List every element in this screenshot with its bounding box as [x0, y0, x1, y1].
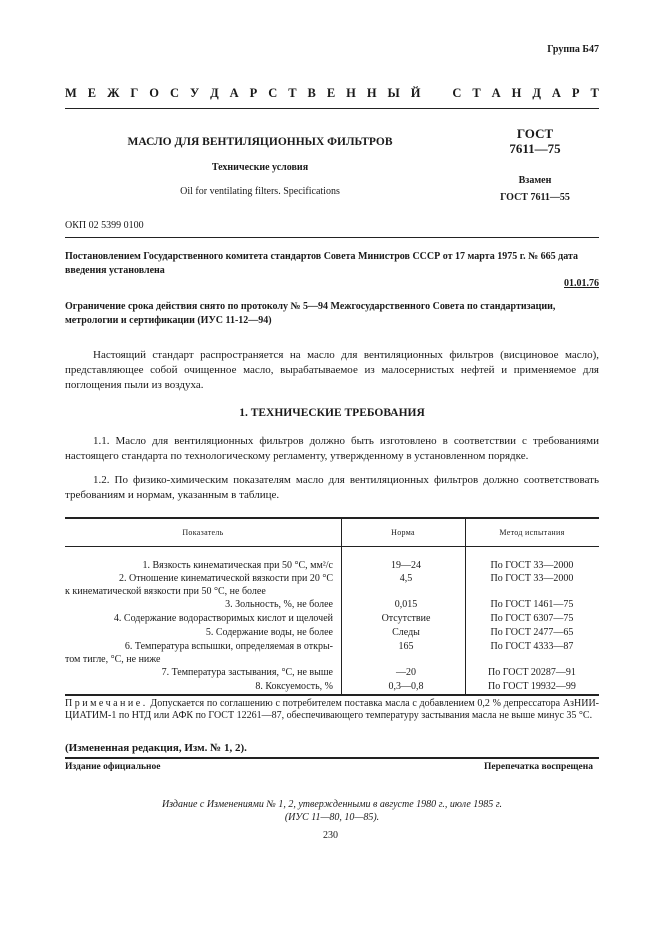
- gost-label: ГОСТ: [516, 126, 554, 141]
- banner-letter: [431, 86, 441, 101]
- group-code: Группа Б47: [547, 44, 599, 55]
- table-header-norm: Норма: [391, 527, 415, 537]
- indicator-cell: [65, 640, 333, 666]
- indicator-cell: [65, 680, 333, 693]
- page-number: 230: [323, 830, 338, 841]
- replaces-label: Взамен: [518, 175, 552, 186]
- method-cell: По ГОСТ 19932—99: [488, 681, 576, 692]
- decree-text: Постановлением Государственного комитета стандартов Совета Министров СССР от 17 марта 1975 г. № 665 дата введения установлена: [65, 251, 579, 276]
- gost-designation: [470, 126, 600, 156]
- norm-cell: Следы: [392, 627, 420, 638]
- scope-paragraph: Настоящий стандарт распространяется на масло для вентиляционных фильтров (висциновое масло), представляющее собой очищенное масло, вырабатываемое из малосернистых нефтей и применяемое для поглощения пыли из воздуха.: [65, 349, 599, 391]
- indicator-line: 8. Коксуемость, %: [255, 681, 333, 692]
- banner-letter: У: [189, 86, 200, 100]
- indicator-line: к кинематической вязкости при 50 °С, не более: [65, 586, 266, 597]
- banner-letter: Н: [511, 86, 522, 100]
- banner-letter: С: [452, 86, 462, 100]
- okp-rule: [65, 237, 599, 238]
- indicator-line: 3. Зольность, %, не более: [225, 599, 333, 610]
- indicator-cell: [65, 626, 333, 639]
- banner-letter: О: [149, 86, 160, 100]
- standard-banner: [65, 86, 599, 101]
- edition-line-1: Издание с Изменениями № 1, 2, утвержденными в августе 1980 г., июле 1985 г.: [161, 799, 503, 810]
- indicator-line: 7. Температура застывания, °С, не выше: [161, 667, 333, 678]
- note-label: Примечание.: [65, 698, 148, 709]
- edition-line-2: (ИУС 11—80, 10—85).: [284, 812, 380, 823]
- banner-letter: Т: [472, 86, 481, 100]
- table-header-indicator: Показатель: [182, 527, 224, 537]
- table-row: [65, 572, 599, 597]
- banner-letter: Р: [249, 86, 258, 100]
- banner-letter: В: [307, 86, 316, 100]
- banner-letter: Д: [532, 86, 541, 100]
- indicator-cell: [65, 666, 333, 679]
- banner-rule: [65, 108, 599, 109]
- banner-letter: Г: [130, 86, 139, 100]
- norm-cell: 4,5: [399, 573, 413, 584]
- banner-letter: А: [491, 86, 501, 100]
- table-row: [65, 559, 599, 572]
- method-cell: По ГОСТ 4333—87: [490, 641, 574, 652]
- banner-letter: Е: [87, 86, 97, 100]
- limit-removed-text: Ограничение срока действия снято по протоколу № 5—94 Межгосударственного Совета по стандартизации, метрологии и сертификации (ИУС 11-12—94): [65, 301, 556, 326]
- document-subtitle: Технические условия: [211, 162, 309, 173]
- banner-letter: А: [229, 86, 239, 100]
- paragraph-1-1: 1.1. Масло для вентиляционных фильтров должно быть изготовлено в соответствии с требованиями настоящего стандарта по технологическому регламенту, утвержденному в установленном порядке.: [65, 435, 599, 462]
- table-row: [65, 680, 599, 693]
- banner-letter: Д: [210, 86, 219, 100]
- document-title: МАСЛО ДЛЯ ВЕНТИЛЯЦИОННЫХ ФИЛЬТРОВ: [127, 136, 393, 148]
- edition-note: [65, 798, 599, 824]
- indicator-line: 5. Содержание воды, не более: [205, 627, 333, 638]
- banner-letter: Т: [288, 86, 297, 100]
- banner-letter: Т: [590, 86, 599, 100]
- amendment-note: (Измененная редакция, Изм. № 1, 2).: [65, 742, 247, 754]
- banner-letter: М: [65, 86, 77, 100]
- table-header-rule: [65, 546, 599, 547]
- banner-letter: Ж: [107, 86, 120, 100]
- introduction-date: 01.01.76: [564, 278, 599, 289]
- indicator-cell: [65, 612, 333, 625]
- norm-cell: 165: [398, 641, 414, 652]
- method-cell: По ГОСТ 6307—75: [490, 613, 574, 624]
- banner-letter: С: [268, 86, 278, 100]
- method-cell: По ГОСТ 20287—91: [488, 667, 576, 678]
- footer-rule: [65, 757, 599, 759]
- banner-letter: Е: [326, 86, 336, 100]
- indicator-line: 6. Температура вспышки, определяемая в откры-: [124, 641, 333, 652]
- table-bottom-rule: [65, 694, 599, 696]
- method-cell: По ГОСТ 33—2000: [490, 560, 574, 571]
- banner-letter: А: [551, 86, 561, 100]
- table-row: [65, 626, 599, 639]
- table-row: [65, 640, 599, 665]
- norm-cell: 0,3—0,8: [388, 681, 424, 692]
- banner-letter: Р: [571, 86, 580, 100]
- table-header-method: Метод испытания: [499, 527, 565, 537]
- paragraph-1-2: 1.2. По физико-химическим показателям масло для вентиляционных фильтров должно соответствовать требованиям и нормам, указанным в таблице.: [65, 474, 599, 501]
- norm-cell: —20: [396, 667, 416, 678]
- banner-letter: Й: [410, 86, 421, 100]
- table-note: [65, 698, 599, 722]
- gost-number: 7611—75: [509, 141, 561, 156]
- section-heading: 1. ТЕХНИЧЕСКИЕ ТРЕБОВАНИЯ: [239, 407, 425, 419]
- norm-cell: 0,015: [394, 599, 418, 610]
- table-row: [65, 598, 599, 611]
- indicator-line: 1. Вязкость кинематическая при 50 °С, мм²/с: [142, 560, 333, 571]
- method-cell: По ГОСТ 33—2000: [490, 573, 574, 584]
- official-edition: Издание официальное: [65, 762, 161, 772]
- method-cell: По ГОСТ 1461—75: [490, 599, 574, 610]
- replaces-standard: ГОСТ 7611—55: [500, 192, 570, 203]
- indicator-line: 2. Отношение кинематической вязкости при 20 °С: [118, 573, 333, 584]
- indicator-line: том тигле, °С, не ниже: [65, 654, 161, 665]
- banner-letter: С: [169, 86, 180, 100]
- okp-code: ОКП 02 5399 0100: [65, 220, 144, 231]
- replaces-block: [470, 172, 600, 206]
- indicator-cell: [65, 572, 333, 598]
- indicator-cell: [65, 559, 333, 572]
- method-cell: По ГОСТ 2477—65: [490, 627, 574, 638]
- norm-cell: Отсутствие: [381, 613, 431, 624]
- indicator-line: 4. Содержание водорастворимых кислот и щелочей: [113, 613, 333, 624]
- note-text: Допускается по соглашению с потребителем поставка масла с добавлением 0,2 % депрессатора АзНИИ-ЦИАТИМ-1 по НТД или АФК по ГОСТ 12261—87, обеспечивающего температуру застывания масла не выше минус 35 °С.: [65, 698, 599, 721]
- table-row: [65, 612, 599, 625]
- indicator-cell: [65, 598, 333, 611]
- reprint-prohibited: Перепечатка воспрещена: [483, 762, 593, 772]
- norm-cell: 19—24: [391, 560, 421, 571]
- banner-letter: Н: [366, 86, 377, 100]
- banner-letter: Н: [346, 86, 356, 100]
- english-title: Oil for ventilating filters. Specifications: [180, 186, 340, 197]
- banner-letter: Ы: [387, 86, 400, 100]
- table-row: [65, 666, 599, 679]
